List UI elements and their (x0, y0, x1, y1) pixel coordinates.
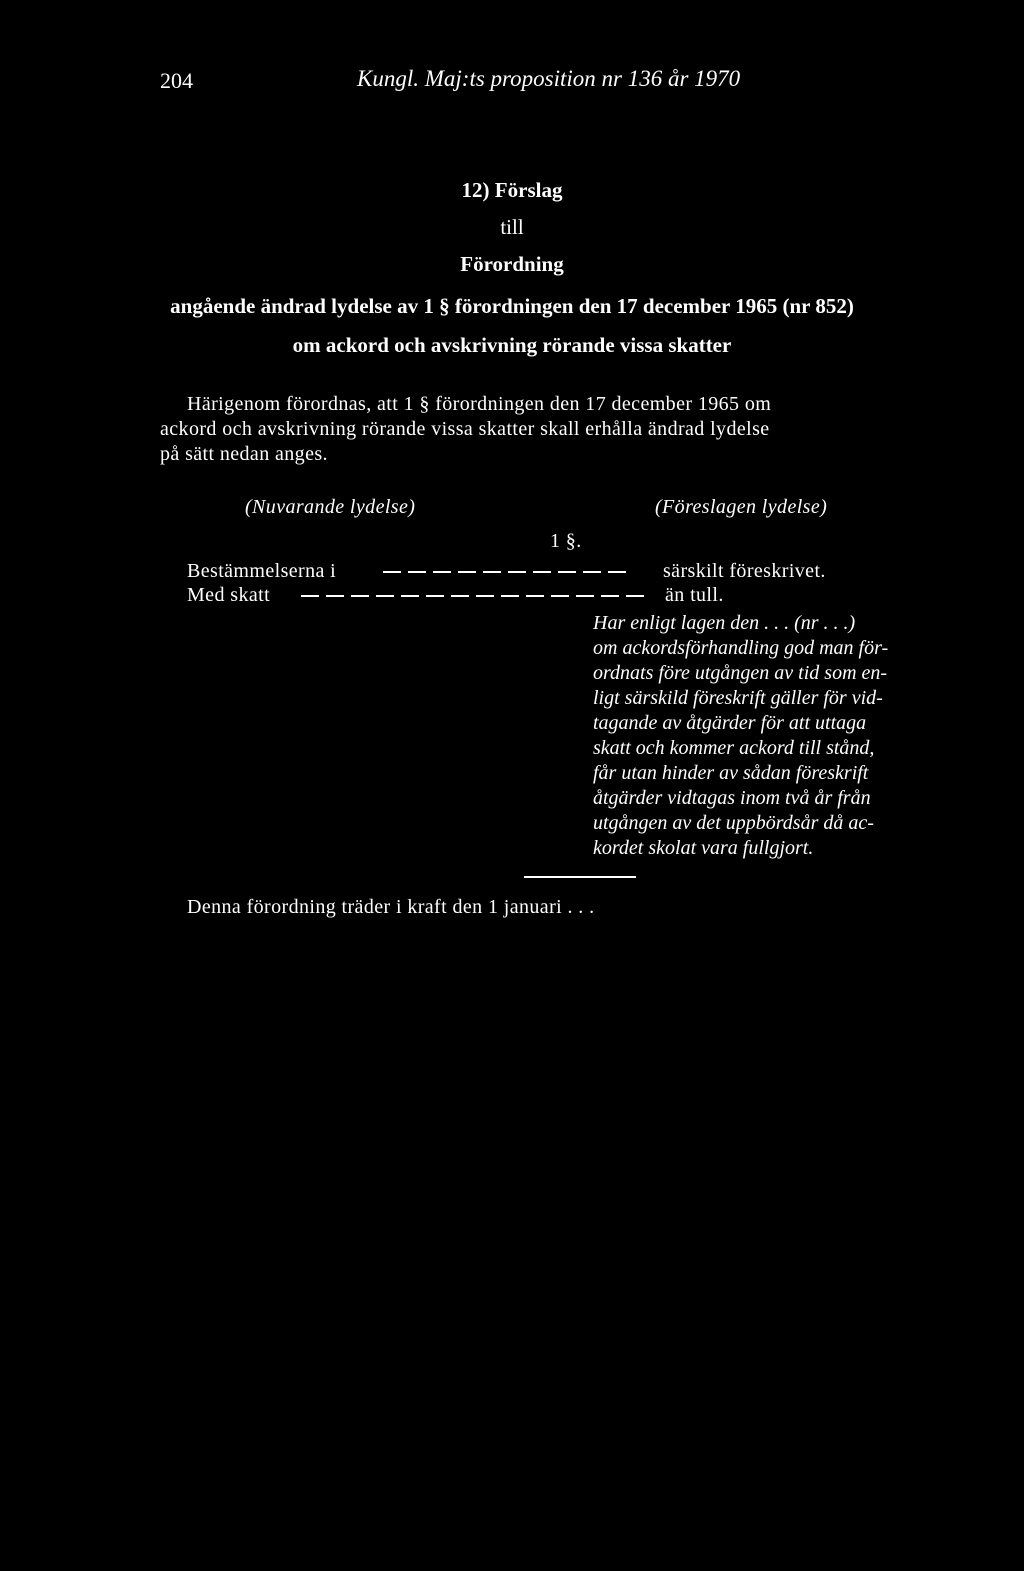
intro-line-3: på sätt nedan anges. (160, 443, 328, 465)
proposed-line-9: utgången av det uppbördsår då ac- (593, 812, 874, 834)
heading-ordinance: Förordning (460, 252, 564, 276)
current-wording-heading: (Nuvarande lydelse) (245, 496, 416, 518)
proposed-line-4: ligt särskild föreskrift gäller för vid- (593, 687, 883, 709)
heading-subject: angående ändrad lydelse av 1 § förordningen den 17 december 1965 (nr 852) (170, 294, 854, 318)
proposed-line-6: skatt och kommer ackord till stånd, (593, 737, 875, 759)
row1-end: särskilt föreskrivet. (663, 560, 826, 582)
proposed-line-3: ordnats före utgången av tid som en- (593, 662, 888, 684)
proposed-line-2: om ackordsförhandling god man för- (593, 637, 889, 659)
proposed-line-7: får utan hinder av sådan föreskrift (593, 762, 869, 784)
row2-dash-leader (301, 595, 651, 597)
row1-dash-leader (383, 571, 633, 573)
heading-subject-continued: om ackord och avskrivning rörande vissa skatter (292, 333, 732, 357)
section-marker: 1 §. (550, 530, 582, 552)
entry-into-force-note: Denna förordning träder i kraft den 1 januari . . . (187, 896, 595, 918)
heading-till: till (500, 215, 524, 239)
section-divider (524, 876, 636, 878)
heading-proposal: 12) Förslag (461, 178, 563, 202)
proposed-wording-heading: (Föreslagen lydelse) (655, 496, 828, 518)
row1-start: Bestämmelserna i (187, 560, 337, 582)
proposed-line-8: åtgärder vidtagas inom två år från (593, 787, 871, 809)
proposed-line-1: Har enligt lagen den . . . (nr . . .) (593, 612, 856, 634)
intro-line-1: Härigenom förordnas, att 1 § förordningen den 17 december 1965 om (187, 393, 772, 415)
intro-line-2: ackord och avskrivning rörande vissa skatter skall erhålla ändrad lydelse (160, 418, 770, 440)
row2-end: än tull. (665, 584, 724, 606)
proposed-line-5: tagande av åtgärder för att uttaga (593, 712, 867, 734)
page-number: 204 (160, 68, 193, 93)
running-title: Kungl. Maj:ts proposition nr 136 år 1970 (357, 66, 741, 91)
proposed-line-10: kordet skolat vara fullgjort. (593, 837, 814, 859)
row2-start: Med skatt (187, 584, 271, 606)
